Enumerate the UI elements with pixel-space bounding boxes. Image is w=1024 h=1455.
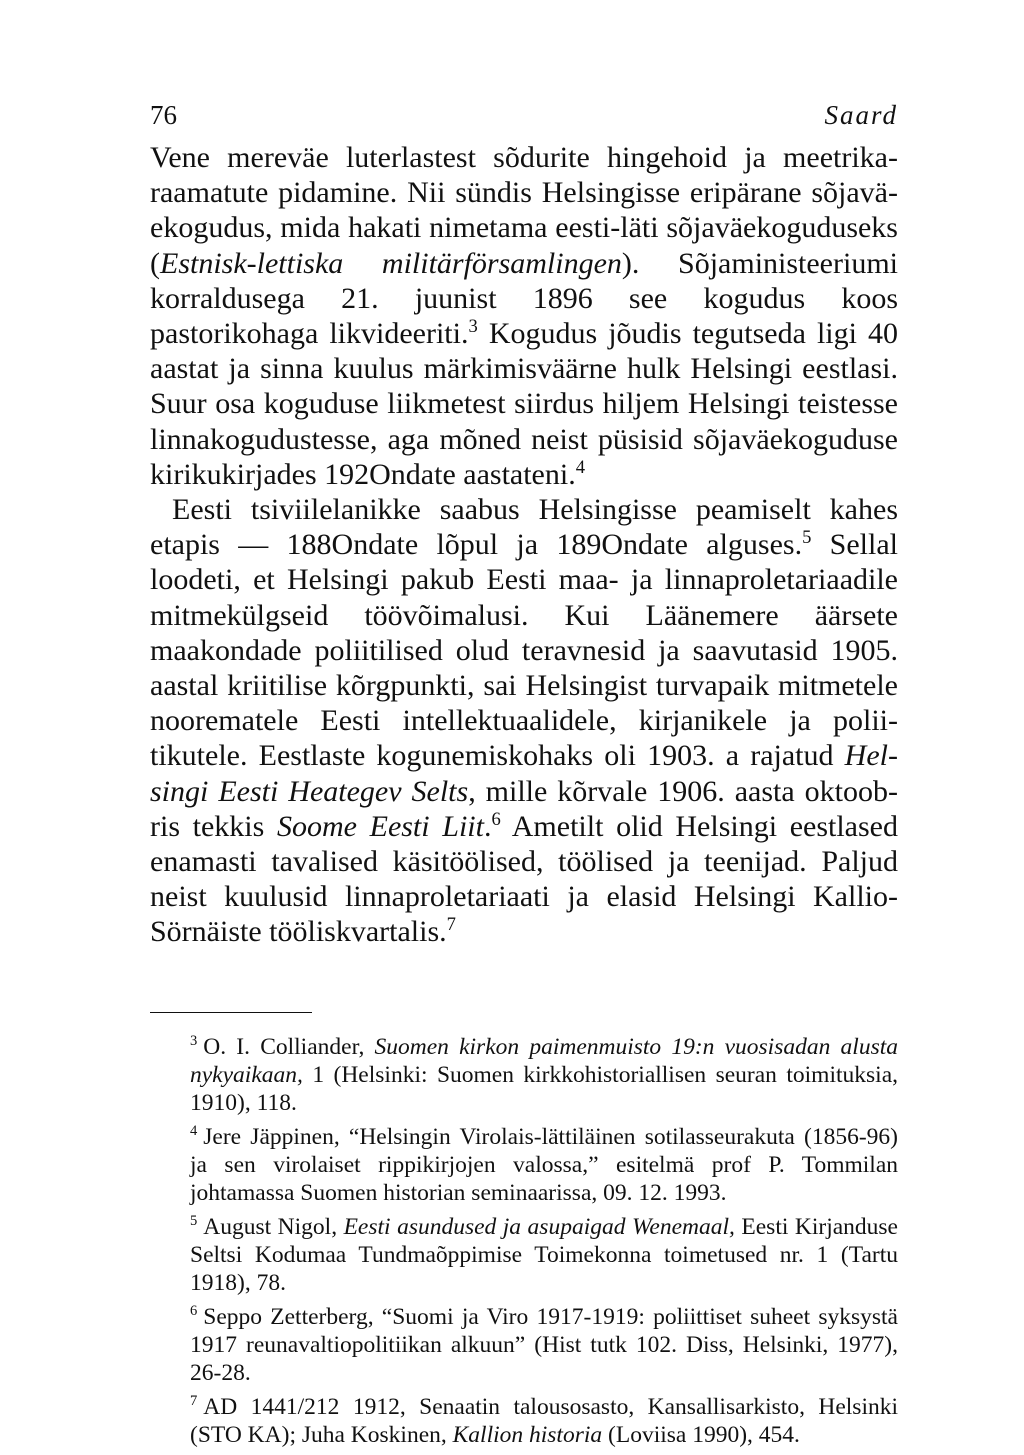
paragraph-2-text-b: Sellal loodeti, et Helsingi pakub Eesti maa- ja linnaproletariaadile mitmekülgseid töövõimalusi. Kui Läänemere äärsete maakondade poliitilised olud teravnesid ja saavutasid 1905. aastal kriitilise kõrgpunkti, sai Helsingist turvapaik mitmetele noorematele Eesti intellektuaalidele, kirjanikele ja poliitikutele. Eestlaste kogunemiskohaks oli 1903. a rajatud	[150, 528, 898, 773]
paragraph-2	[150, 492, 898, 950]
footnote-5	[190, 1213, 898, 1297]
footnote-3	[190, 1033, 898, 1117]
footnote-5-number: 5	[190, 1212, 198, 1229]
footnote-5-italic-title: Eesti asundused ja asupaigad Wenemaal,	[343, 1213, 735, 1240]
footnote-4-number: 4	[190, 1122, 198, 1139]
footnote-5-text-a: August Nigol,	[203, 1213, 344, 1240]
footnote-4	[190, 1123, 898, 1207]
footnote-ref-6: 6	[491, 808, 501, 830]
footnote-3-text-b: 1 (Helsinki: Suomen kirkkohistoriallisen seuran toimituksia, 1910), 118.	[190, 1061, 898, 1116]
paragraph-1-text-c: Kogudus jõudis tegutseda ligi 40 aastat ja sinna kuulus märkimisväärne hulk Helsingi eestlasi. Suur osa koguduse liikmetest siirdus hiljem Helsingi teistesse linnakogudustesse, aga mõned neist püsisid sõjaväekoguduse kirikukirjades 192Ondate aastateni.	[150, 317, 898, 491]
paragraph-2-text-d: .	[483, 809, 492, 843]
body-text	[150, 140, 898, 950]
paragraph-2-italic-society: Helsingi Eesti Heategev Selts	[150, 739, 898, 808]
paragraph-1-text-b: ). Sõjaministeeriumi korraldusega 21. juunist 1896 see kogudus koos pastorikohaga likvideeriti.	[150, 246, 898, 351]
paragraph-1	[150, 140, 898, 492]
footnotes	[150, 1033, 898, 1449]
footnote-divider	[150, 1012, 312, 1013]
footnote-ref-5: 5	[802, 527, 812, 549]
paragraph-2-text-a: Eesti tsiviilelanikke saabus Helsingisse peamiselt kahes etapis — 188Ondate lõpul ja 189Ondate alguses.	[150, 493, 898, 562]
footnote-7	[190, 1393, 898, 1449]
running-author: Saard	[824, 100, 898, 130]
footnote-ref-7: 7	[446, 914, 456, 936]
paragraph-2-italic-union: Soome Eesti Liit	[276, 809, 484, 843]
footnote-7-text-b: (Loviisa 1990), 454.	[602, 1421, 800, 1448]
paragraph-1-italic-title: Estnisk-lettiska militärförsamlingen	[160, 246, 622, 280]
footnote-4-text: Jere Jäppinen, “Helsingin Virolais-lättiläinen sotilasseurakuta (1856-96) ja sen virolaiset rippikirjojen valossa,” esitelmä prof P. Tommilan johtamassa Suomen historian seminaarissa, 09. 12. 1993.	[190, 1123, 898, 1206]
footnote-7-italic-title: Kallion historia	[452, 1421, 603, 1448]
paragraph-1-text-a: Vene mereväe luterlastest sõdurite hingehoid ja meetrikaraamatute pidamine. Nii sündis Helsingisse eripärane sõjaväekogudus, mida hakati nimetama eesti-läti sõjaväekoguduseks (	[150, 141, 898, 280]
footnote-7-number: 7	[190, 1392, 198, 1409]
paragraph-2-text-c: , mille kõrvale 1906. aasta oktoobris tekkis	[150, 774, 898, 843]
footnote-3-text-a: O. I. Colliander,	[203, 1033, 375, 1060]
footnote-3-number: 3	[190, 1032, 198, 1049]
footnote-3-italic-title: Suomen kirkon paimenmuisto 19:n vuosisadan alusta nykyaikaan,	[190, 1033, 898, 1088]
footnote-ref-3: 3	[468, 316, 478, 338]
footnote-ref-4: 4	[575, 456, 585, 478]
book-page	[150, 100, 898, 1455]
footnote-6	[190, 1303, 898, 1387]
footnote-6-text: Seppo Zetterberg, “Suomi ja Viro 1917-1919: poliittiset suheet syksystä 1917 reunavaltiopolitiikan alkuun” (Hist tutk 102. Diss, Helsinki, 1977), 26-28.	[190, 1303, 898, 1386]
paragraph-2-text-e: Ametilt olid Helsingi eestlased enamasti tavalised käsitöölised, töölised ja teenijad. Paljud neist kuulusid linnaproletariaati ja elasid Helsingi Kallio-Sörnäiste tööliskvartalis.	[150, 809, 898, 949]
footnote-7-text-a: AD 1441/212 1912, Senaatin talousosasto, Kansallisarkisto, Helsinki (STO KA); Juha Koskinen,	[190, 1393, 898, 1448]
page-number: 76	[150, 100, 177, 130]
footnote-5-text-b: Eesti Kirjanduse Seltsi Kodumaa Tundmaõppimise Toimekonna toimetused nr. 1 (Tartu 1918), 78.	[190, 1213, 898, 1296]
footnote-6-number: 6	[190, 1302, 198, 1319]
running-header	[150, 100, 898, 140]
